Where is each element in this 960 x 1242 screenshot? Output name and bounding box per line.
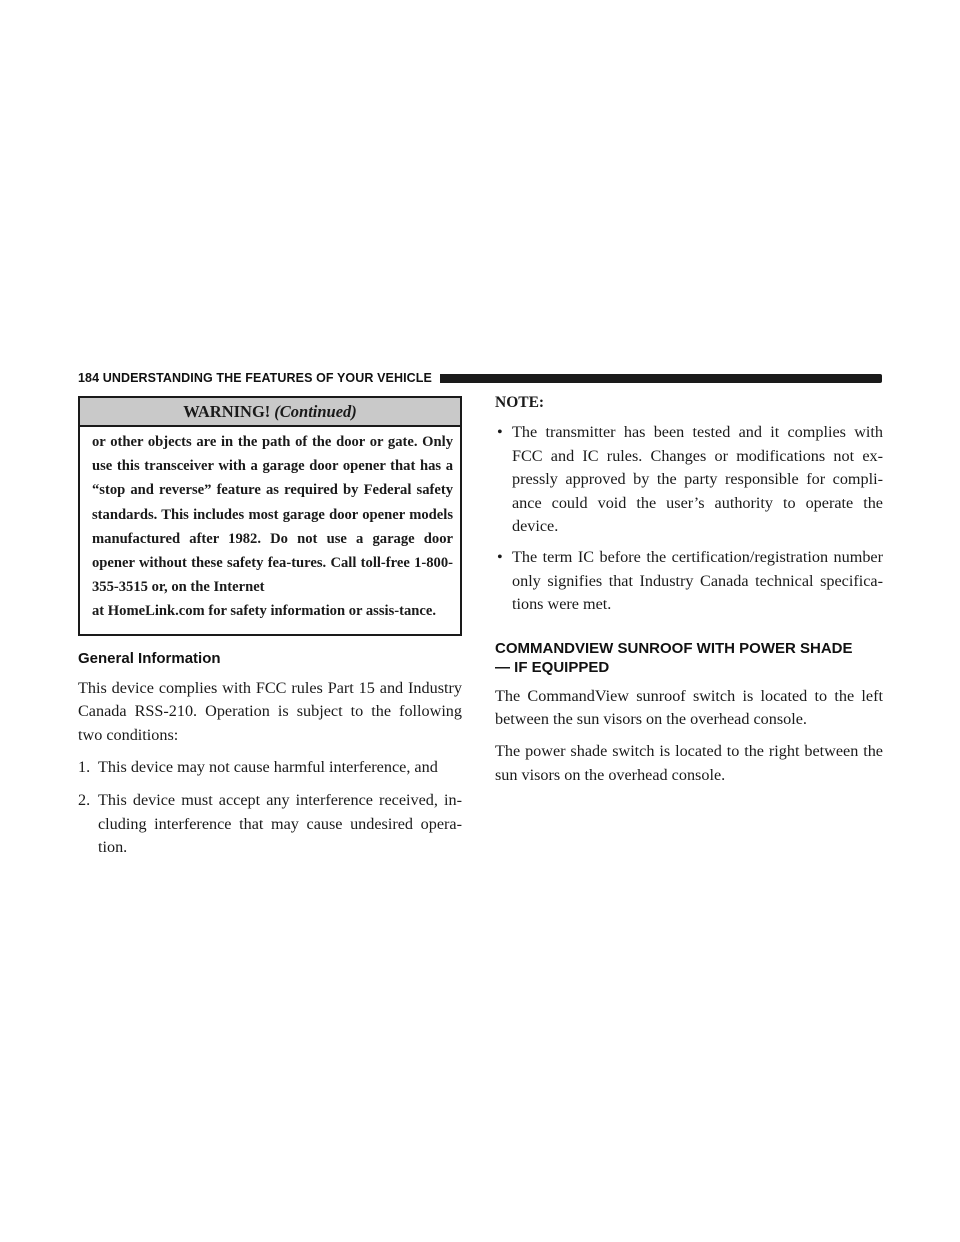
warning-header <box>80 398 460 427</box>
note-label: NOTE: <box>495 394 545 411</box>
bullet-icon: • <box>497 547 503 566</box>
sunroof-heading-line1: COMMANDVIEW SUNROOF WITH POWER SHADE <box>495 639 853 657</box>
item-number: 2. <box>78 791 91 809</box>
general-intro-paragraph: This device complies with FCC rules Part 15 and Industry Canada RSS-210. Operation is subject to the following two conditions: <box>78 678 462 744</box>
numbered-item <box>78 789 462 860</box>
warning-box <box>78 396 462 636</box>
general-information-heading: General Information <box>78 649 221 667</box>
power-shade-paragraph: The power shade switch is located to the right between the sun visors on the overhead console. <box>495 741 883 784</box>
warning-body <box>80 427 460 634</box>
sunroof-switch-paragraph: The CommandView sunroof switch is located to the left between the sun visors on the overhead console. <box>495 686 883 729</box>
warning-continued: (Continued) <box>274 402 357 421</box>
item-text: This device must accept any interference received, in-cluding interference that may cause undesired opera-tion. <box>98 791 462 857</box>
right-column <box>495 392 883 787</box>
page-number-and-section-title: 184 UNDERSTANDING THE FEATURES OF YOUR VEHICLE <box>78 371 432 385</box>
note-bullet-item <box>495 421 883 539</box>
warning-text: or other objects are in the path of the door or gate. Only use this transceiver with a garage door opener that has a “stop and reverse” feature as required by Federal safety standards. This includes most garage door opener models manufactured after 1982. Do not use a garage door opener without these safety fea-tures. Call toll-free 1-800-355-3515 or, on the Internet <box>92 434 453 596</box>
bullet-text: The transmitter has been tested and it complies with FCC and IC rules. Changes or modifications not ex-pressly approved by the party responsible for compli-ance could void the user’s authority to operate the device. <box>512 423 883 536</box>
warning-title: WARNING! <box>183 402 271 421</box>
bullet-text: The term IC before the certification/registration number only signifies that Industry Canada technical specifica-tions were met. <box>512 547 883 614</box>
sunroof-heading-line2: — IF EQUIPPED <box>495 658 610 676</box>
header-rule-bar <box>440 374 882 383</box>
page-header <box>78 370 882 386</box>
left-column <box>78 396 462 860</box>
bullet-icon: • <box>497 423 503 441</box>
warning-text-end: at HomeLink.com for safety information or assis-tance. <box>92 603 436 620</box>
item-number: 1. <box>78 758 91 777</box>
note-bullet-item <box>495 546 883 617</box>
sunroof-section-heading <box>495 639 883 677</box>
numbered-item <box>78 756 462 780</box>
item-text: This device may not cause harmful interference, and <box>98 758 438 777</box>
